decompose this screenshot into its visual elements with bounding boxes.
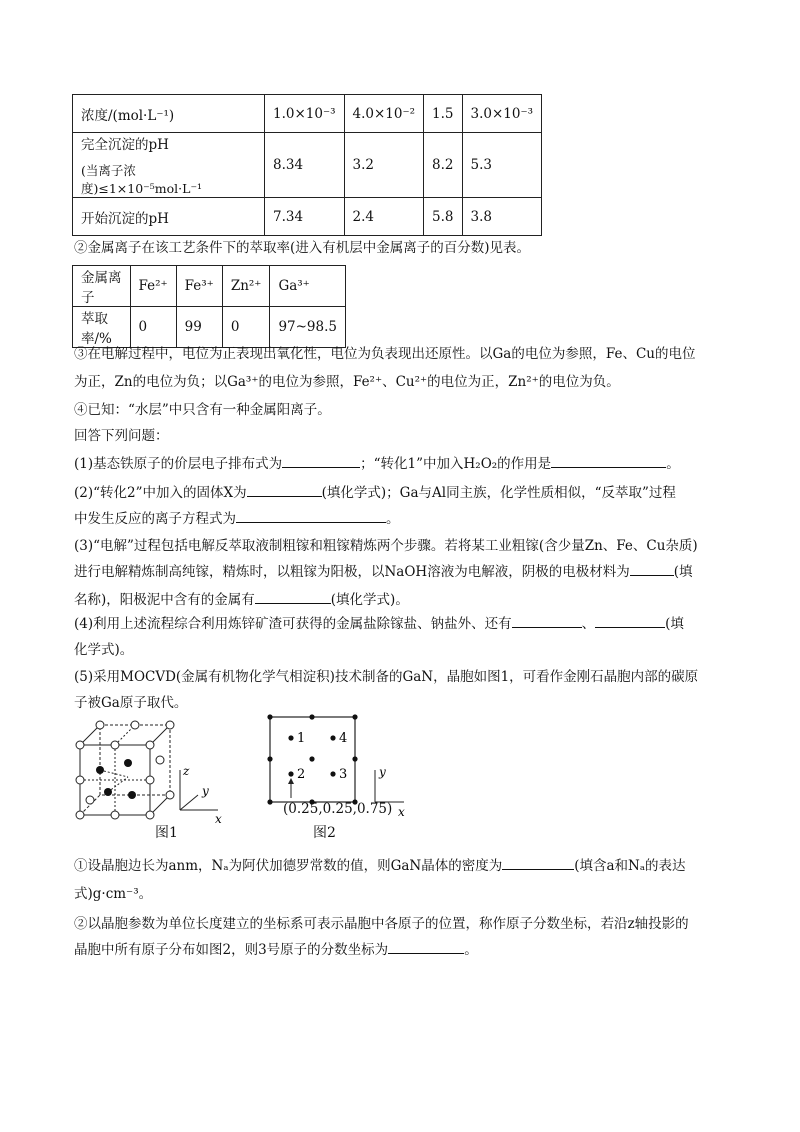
table-cell: Zn²⁺ [222, 266, 270, 307]
q5-1-text-b: (填含a和Nₐ的表达 [574, 858, 686, 874]
answer-blank[interactable] [255, 589, 331, 604]
fig2-coordinate-label: (0.25,0.25,0.75) [283, 801, 393, 817]
question-5-1-line1 [74, 852, 734, 881]
table-cell: Fe²⁺ [130, 266, 176, 307]
q5-2-end: 。 [464, 942, 478, 958]
table-cell: 8.2 [424, 133, 462, 198]
table-cell: 3.0×10⁻³ [462, 95, 542, 133]
question-3-line2 [74, 558, 734, 587]
table-cell: 99 [176, 307, 222, 348]
q3-text-b: (填 [673, 564, 693, 580]
note-3-line1: ③在电解过程中，电位为正表现出氧化性，电位为负表现出还原性。以Ga的电位为参照，Fe、Cu的电位 [74, 346, 696, 362]
table-cell: Ga³⁺ [270, 266, 346, 307]
row-label-sub: (当离子浓度)≤1×10⁻⁵mol·L⁻¹ [81, 163, 203, 196]
table-cell: 0 [222, 307, 270, 348]
atom-label-4: 4 [339, 731, 348, 746]
fig1-caption: 图1 [155, 825, 178, 841]
q2-text-b: (填化学式)；Ga与Al同主族，化学性质相似，“反萃取”过程 [321, 485, 676, 501]
question-5-line2: 子被Ga原子取代。 [74, 695, 188, 711]
cell-front-face [80, 745, 150, 815]
question-3-line1: (3)“电解”过程包括电解反萃取液制粗镓和粗镓精炼两个步骤。若将某工业粗镓(含少量Zn、Fe、Cu杂质) [74, 538, 698, 554]
q4-text-b: (填 [665, 616, 684, 632]
table-cell: 5.8 [424, 198, 462, 236]
table-cell: 萃取率/% [73, 307, 131, 348]
question-5-2-line2 [74, 936, 734, 965]
question-5-2-line1: ②以晶胞参数为单位长度建立的坐标系可表示晶胞中各原子的位置，称作原子分数坐标，若沿z轴投影的 [74, 916, 689, 932]
table-cell: Fe³⁺ [176, 266, 222, 307]
q1-text-b: ；“转化1”中加入H₂O₂的作用是 [360, 456, 552, 472]
note-2: ②金属离子在该工艺条件下的萃取率(进入有机层中金属离子的百分数)见表。 [74, 240, 531, 256]
axis-z-label: z [183, 764, 190, 778]
answer-blank[interactable] [595, 613, 665, 628]
arrow-head [288, 778, 294, 784]
table-cell: 浓度/(mol·L⁻¹) [73, 95, 265, 133]
table-cell: 金属离子 [73, 266, 131, 307]
question-2-line1 [74, 479, 734, 508]
q2-end: 。 [386, 511, 400, 527]
fig2-caption: 图2 [313, 825, 336, 841]
axis-x-label: x [215, 812, 222, 825]
q3-text-a: 进行电解精炼制高纯镓，精炼时，以粗镓为阳极，以NaOH溶液为电解液，阴极的电极材料为 [74, 564, 630, 580]
answer-blank[interactable] [388, 939, 464, 954]
question-1 [74, 450, 734, 479]
axis-y-label: y [202, 784, 209, 798]
question-4-line2: 化学式)。 [74, 642, 134, 658]
q4-sep: 、 [581, 616, 596, 632]
question-5-1-line2: 式)g·cm⁻³。 [74, 886, 153, 902]
answer-blank[interactable] [282, 453, 360, 468]
q1-text-a: (1)基态铁原子的价层电子排布式为 [74, 456, 283, 472]
table-cell: 5.3 [462, 133, 542, 198]
q3-text-c: 名称)，阳极泥中含有的金属有 [74, 592, 255, 608]
q5-1-text-a: ①设晶胞边长为anm，Nₐ为阿伏加德罗常数的值，则GaN晶体的密度为 [74, 858, 503, 874]
table-cell: 2.4 [344, 198, 424, 236]
table-cell: 3.2 [344, 133, 424, 198]
answer-intro: 回答下列问题： [74, 428, 169, 444]
atom-label-3: 3 [339, 767, 348, 782]
extraction-rate-table [72, 265, 346, 348]
q3-text-d: (填化学式)。 [330, 592, 409, 608]
q1-end: 。 [666, 456, 680, 472]
answer-blank[interactable] [551, 453, 666, 468]
axis-x-label: x [398, 805, 405, 819]
table-cell: 1.5 [424, 95, 462, 133]
note-4: ④已知：“水层”中只含有一种金属阳离子。 [74, 402, 331, 418]
table-cell: 97~98.5 [270, 307, 346, 348]
answer-blank[interactable] [502, 855, 574, 870]
table-cell: 4.0×10⁻² [344, 95, 424, 133]
row-label: 完全沉淀的pH [81, 137, 169, 153]
atom-label-1: 1 [297, 731, 306, 746]
answer-blank[interactable] [236, 508, 386, 523]
table-cell [73, 133, 265, 198]
table-cell: 8.34 [265, 133, 345, 198]
answer-blank[interactable] [630, 561, 674, 576]
axis-y-label: y [379, 765, 386, 779]
table-cell: 开始沉淀的pH [73, 198, 265, 236]
answer-blank[interactable] [247, 482, 322, 497]
table-cell: 0 [130, 307, 176, 348]
q4-text-a: (4)利用上述流程综合利用炼锌矿渣可获得的金属盐除镓盐、钠盐外、还有 [74, 616, 512, 632]
answer-blank[interactable] [512, 613, 582, 628]
figure-1-unit-cell [70, 715, 230, 825]
question-2-line2 [74, 505, 734, 534]
table-cell: 1.0×10⁻³ [265, 95, 345, 133]
question-5-line1: (5)采用MOCVD(金属有机物化学气相淀积)技术制备的GaN，晶胞如图1，可看作金刚石晶胞内部的碳原 [74, 669, 699, 685]
question-4-line1 [74, 610, 734, 639]
table-cell: 3.8 [462, 198, 542, 236]
q5-2-text: 晶胞中所有原子分布如图2，则3号原子的分数坐标为 [74, 942, 389, 958]
atom-label-2: 2 [297, 767, 306, 782]
precipitation-ph-table [72, 94, 542, 236]
note-3-line2: 为正，Zn的电位为负；以Ga³⁺的电位为参照，Fe²⁺、Cu²⁺的电位为正，Zn²⁺的电位为负。 [74, 374, 620, 390]
q2-text-a: (2)“转化2”中加入的固体X为 [74, 485, 247, 501]
table-cell: 7.34 [265, 198, 345, 236]
q2-text-c: 中发生反应的离子方程式为 [74, 511, 236, 527]
